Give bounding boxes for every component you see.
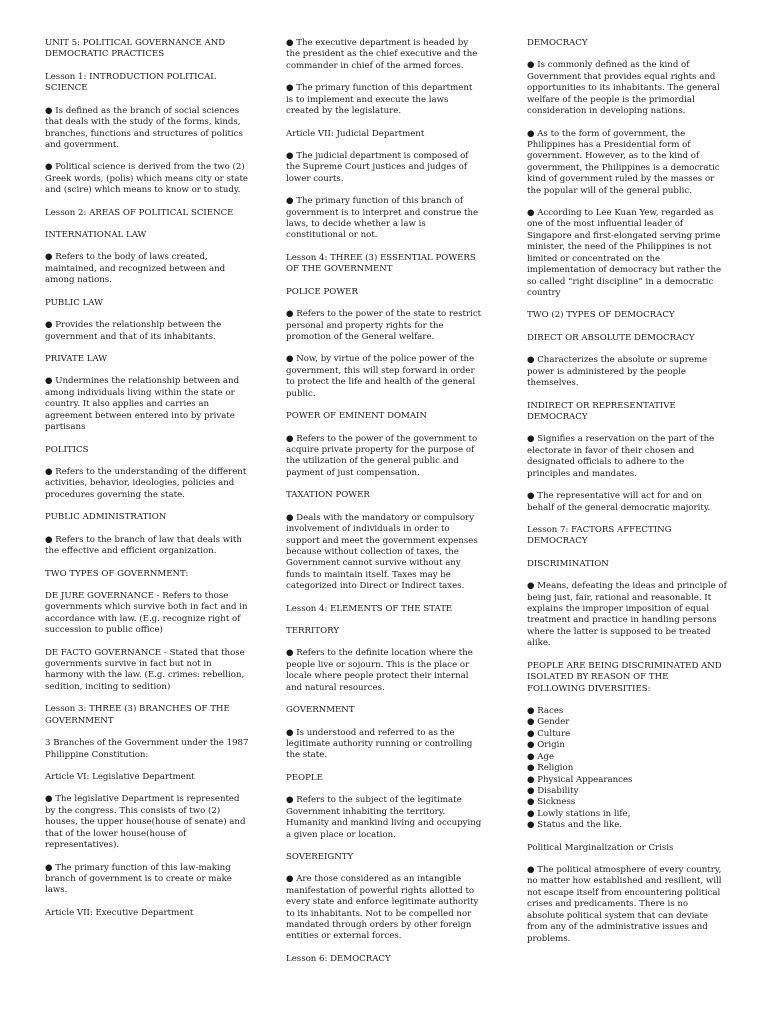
paragraph: ● Is commonly defined as the kind of Government that provides equal rights and opportunities to its inhabitants. The general welfare of the people is the primordial consideration in developing nations.	[527, 60, 720, 117]
paragraph: ● Refers to the definite location where the people live or sojourn. This is the place or locale where people protect their internal and natural resources.	[286, 648, 473, 693]
paragraph: ● The primary function of this department is to implement and execute the laws created by the legislature.	[286, 83, 473, 117]
section-heading: PRIVATE LAW	[45, 354, 108, 365]
list-item: ● Culture	[527, 728, 571, 739]
paragraph: ● Signifies a reservation on the part of the electorate in favor of their chosen and designated officials to adhere to the principles and mandates.	[527, 434, 715, 479]
paragraph: DE FACTO GOVERNANCE - Stated that those governments survive in fact but not in harmony with the law. (E.g. crimes: rebellion, sedition, inciting to sedition)	[45, 647, 245, 692]
paragraph: ● The executive department is headed by the president as the chief executive and the commander in chief of the armed forces.	[286, 38, 478, 71]
section-heading: DISCRIMINATION	[527, 558, 609, 569]
section-heading: Article VI: Legislative Department	[45, 771, 195, 782]
paragraph: DE JURE GOVERNANCE - Refers to those governments which survive both in fact and in accordance with law. (E.g. recognize right of succession to public office)	[45, 590, 248, 636]
paragraph: ● Refers to the body of laws created, maintained, and recognized between and among nations.	[45, 252, 226, 286]
paragraph: ● The representative will act for and on behalf of the general democratic majority.	[527, 491, 711, 513]
lesson-heading: Lesson 3: THREE (3) BRANCHES OF THE GOVERNMENT	[45, 704, 230, 726]
paragraph: ● Provides the relationship between the government and that of its inhabitants.	[45, 320, 222, 342]
paragraph: ● The political atmosphere of every country, no matter how established and resilient, will not escape itself from encountering political crises and predicaments. There is no absolute political system that can deviate from any of the administrative issues and problems.	[527, 865, 722, 944]
list-item: ● Age	[527, 751, 555, 762]
list-item: ● Origin	[527, 740, 565, 751]
section-heading: DIRECT OR ABSOLUTE DEMOCRACY	[527, 332, 695, 343]
unit-title: UNIT 5: POLITICAL GOVERNANCE AND DEMOCRATIC PRACTICES	[45, 38, 226, 60]
section-heading: DEMOCRACY	[527, 38, 588, 48]
list-item: ● Lowly stations in life,	[527, 808, 631, 819]
paragraph: ● The primary function of this branch of government is to interpret and construe the laws, to decide whether a law is constitutional or not.	[286, 196, 479, 241]
section-heading: INDIRECT OR REPRESENTATIVE DEMOCRACY	[527, 400, 676, 422]
paragraph: ● Are those considered as an intangible manifestation of powerful rights allotted to every state and enforce legitimate authority to its inhabitants. Not to be compelled nor mandated through orders by other foreign entities or external forces.	[286, 874, 479, 942]
paragraph: ● Is understood and referred to as the legitimate authority running or controlling the state.	[286, 727, 473, 761]
lesson-heading: Lesson 7: FACTORS AFFECTING DEMOCRACY	[527, 524, 672, 547]
section-heading: PUBLIC LAW	[45, 297, 103, 308]
section-heading: INTERNATIONAL LAW	[45, 230, 147, 241]
section-heading: SOVEREIGNTY	[286, 851, 354, 862]
section-heading: Article VII: Executive Department	[45, 907, 194, 918]
section-heading: POWER OF EMINENT DOMAIN	[286, 411, 427, 422]
section-heading: TERRITORY	[286, 626, 339, 637]
section-heading: TAXATION POWER	[286, 490, 370, 501]
paragraph: ● Refers to the power of the government to acquire private property for the purpose of the utilization of the general public and payment of just compensation.	[286, 433, 478, 478]
paragraph: ● Refers to the subject of the legitimate Government inhabiting the territory. Humanity and mankind living and occupying a given place or location.	[286, 795, 482, 840]
paragraph: 3 Branches of the Government under the 1987 Philippine Constitution:	[45, 738, 249, 760]
section-heading: Political Marginalization or Crisis	[527, 842, 674, 853]
section-heading: POLICE POWER	[286, 286, 358, 297]
list-item: ● Races	[527, 705, 564, 716]
section-heading: POLITICS	[45, 444, 89, 455]
section-heading: PUBLIC ADMINISTRATION	[45, 512, 167, 523]
paragraph: ● Refers to the branch of law that deals with the effective and efficient organization.	[45, 534, 242, 557]
list-item: ● Religion	[527, 763, 574, 774]
paragraph: ● Deals with the mandatory or compulsory involvement of individuals in order to support and meet the government expenses because without collection of taxes, the Government cannot survive without any funds to maintain itself. Taxes may be categorized into Direct or Indirect taxes.	[286, 512, 478, 592]
list-item: ● Disability	[527, 785, 579, 796]
paragraph: ● According to Lee Kuan Yew, regarded as one of the most influential leader of Singapore and first-elongated serving prime minister, the need of the Philippines is not limited or concentrated on the implementation of democracy but rather the so called “right discipline” in a democratic country	[527, 208, 722, 299]
list-item: ● Sickness	[527, 797, 576, 808]
column-right	[527, 38, 727, 956]
lesson-heading: Lesson 4: THREE (3) ESSENTIAL POWERS OF THE GOVERNMENT	[286, 252, 476, 275]
paragraph: ● The primary function of this law-making branch of government is to create or make laws.	[45, 862, 232, 896]
paragraph: ● Political science is derived from the two (2) Greek words, (polis) which means city or state and (scire) which means to know or to study.	[45, 162, 249, 196]
paragraph: ● Means, defeating the ideas and principle of being just, fair, rational and reasonable. It explains the improper imposition of equal treatment and practice in handling persons where the latter is supposed to be treated alike.	[527, 581, 727, 649]
paragraph: ● Refers to the understanding of the different activities, behavior, ideologies, policies and procedures governing the state.	[45, 466, 247, 500]
paragraph: ● Characterizes the absolute or supreme power is administered by the people themselves.	[527, 355, 708, 389]
list-item: ● Physical Appearances	[527, 774, 633, 785]
paragraph: ● As to the form of government, the Philippines has a Presidential form of government. However, as to the kind of government, the Philippines is a democratic kind of government ruled by the masses or the popular will of the general public.	[527, 128, 720, 196]
list-item: ● Gender	[527, 717, 570, 728]
diversity-list	[527, 706, 727, 832]
column-middle	[286, 38, 482, 976]
section-heading: Article VII: Judicial Department	[286, 128, 425, 139]
lesson-heading: Lesson 4: ELEMENTS OF THE STATE	[286, 603, 453, 614]
section-heading: PEOPLE	[286, 772, 323, 783]
paragraph: ● The judicial department is composed of the Supreme Court justices and judges of lower courts.	[286, 150, 469, 184]
paragraph: ● Undermines the relationship between and among individuals living within the state or country. It also applies and carries an agreement between entered into by private partisans	[45, 376, 240, 433]
lesson-heading: Lesson 6: DEMOCRACY	[286, 953, 391, 964]
lesson-heading: Lesson 2: AREAS OF POLITICAL SCIENCE	[45, 207, 234, 218]
section-heading: PEOPLE ARE BEING DISCRIMINATED AND ISOLATED BY REASON OF THE FOLLOWING DIVERSITIES:	[527, 660, 722, 694]
paragraph: ● Is defined as the branch of social sciences that deals with the study of the forms, kinds, branches, functions and structures of politics and government.	[45, 105, 243, 150]
list-item: ● Status and the like.	[527, 820, 623, 831]
paragraph: ● The legislative Department is represented by the congress. This consists of two (2) houses, the upper house(house of senate) and that of the lower house(house of representatives).	[45, 794, 246, 851]
section-heading: TWO (2) TYPES OF DEMOCRACY	[527, 310, 675, 321]
column-left	[45, 38, 250, 930]
lesson-heading: Lesson 1: INTRODUCTION POLITICAL SCIENCE	[45, 71, 216, 94]
section-heading: GOVERNMENT	[286, 705, 355, 716]
paragraph: ● Now, by virtue of the police power of the government, this will step forward in order to protect the life and health of the general public.	[286, 354, 476, 399]
paragraph: ● Refers to the power of the state to restrict personal and property rights for the promotion of the General welfare.	[286, 309, 482, 343]
section-heading: TWO TYPES OF GOVERNMENT:	[45, 568, 189, 579]
